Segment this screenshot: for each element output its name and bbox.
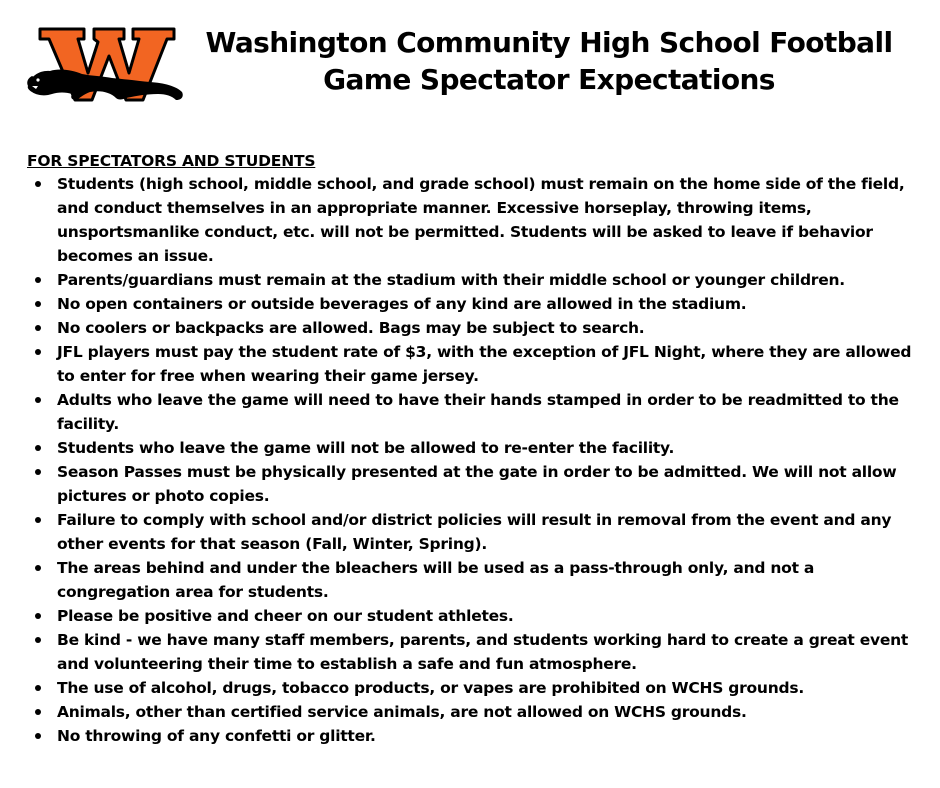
list-item xyxy=(27,604,917,628)
list-item xyxy=(27,628,917,676)
panther-w-logo-icon xyxy=(26,26,186,102)
bullet-icon xyxy=(35,733,41,739)
bullet-icon xyxy=(35,637,41,643)
list-item xyxy=(27,340,917,388)
bullet-icon xyxy=(35,613,41,619)
list-item xyxy=(27,556,917,604)
list-item xyxy=(27,316,917,340)
bullet-icon xyxy=(35,277,41,283)
rule-text: The areas behind and under the bleachers will be used as a pass-through only, and not a congregation area for students. xyxy=(57,559,815,601)
bullet-icon xyxy=(35,181,41,187)
rule-text: JFL players must pay the student rate of $3, with the exception of JFL Night, where they are allowed to enter for free when wearing their game jersey. xyxy=(57,343,912,385)
rule-text: Be kind - we have many staff members, parents, and students working hard to create a great event and volunteering their time to establish a safe and fun atmosphere. xyxy=(57,631,909,673)
rule-text: Animals, other than certified service animals, are not allowed on WCHS grounds. xyxy=(57,703,747,721)
rule-text: Adults who leave the game will need to have their hands stamped in order to be readmitted to the facility. xyxy=(57,391,899,433)
title-line-1: Washington Community High School Football xyxy=(205,26,893,59)
rule-text: Season Passes must be physically presented at the gate in order to be admitted. We will not allow pictures or photo copies. xyxy=(57,463,897,505)
list-item xyxy=(27,460,917,508)
list-item xyxy=(27,724,917,748)
section-heading: FOR SPECTATORS AND STUDENTS xyxy=(27,152,316,170)
rule-text: Students who leave the game will not be allowed to re-enter the facility. xyxy=(57,439,675,457)
rule-text: Failure to comply with school and/or district policies will result in removal from the event and any other events for that season (Fall, Winter, Spring). xyxy=(57,511,892,553)
rule-text: Please be positive and cheer on our student athletes. xyxy=(57,607,514,625)
list-item xyxy=(27,268,917,292)
rule-text: The use of alcohol, drugs, tobacco products, or vapes are prohibited on WCHS grounds. xyxy=(57,679,804,697)
bullet-icon xyxy=(35,709,41,715)
rule-text: Parents/guardians must remain at the stadium with their middle school or younger children. xyxy=(57,271,845,289)
list-item xyxy=(27,172,917,268)
bullet-icon xyxy=(35,301,41,307)
rule-text: Students (high school, middle school, and grade school) must remain on the home side of the field, and conduct themselves in an appropriate manner. Excessive horseplay, throwing items, unsportsmanlike conduct, etc. will not be permitted. Students will be asked to leave if behavior becomes an issue. xyxy=(57,175,905,265)
list-item xyxy=(27,508,917,556)
list-item xyxy=(27,676,917,700)
rule-text: No throwing of any confetti or glitter. xyxy=(57,727,376,745)
list-item xyxy=(27,388,917,436)
page-title xyxy=(186,24,912,98)
list-item xyxy=(27,700,917,724)
rule-text: No open containers or outside beverages of any kind are allowed in the stadium. xyxy=(57,295,747,313)
rules-list xyxy=(27,172,917,748)
bullet-icon xyxy=(35,349,41,355)
rule-text: No coolers or backpacks are allowed. Bags may be subject to search. xyxy=(57,319,645,337)
bullet-icon xyxy=(35,325,41,331)
bullet-icon xyxy=(35,397,41,403)
bullet-icon xyxy=(35,565,41,571)
list-item xyxy=(27,292,917,316)
title-line-2: Game Spectator Expectations xyxy=(323,63,775,96)
bullet-icon xyxy=(35,445,41,451)
expectations-section xyxy=(27,150,917,748)
bullet-icon xyxy=(35,517,41,523)
bullet-icon xyxy=(35,685,41,691)
page-header xyxy=(0,0,940,120)
list-item xyxy=(27,436,917,460)
bullet-icon xyxy=(35,469,41,475)
